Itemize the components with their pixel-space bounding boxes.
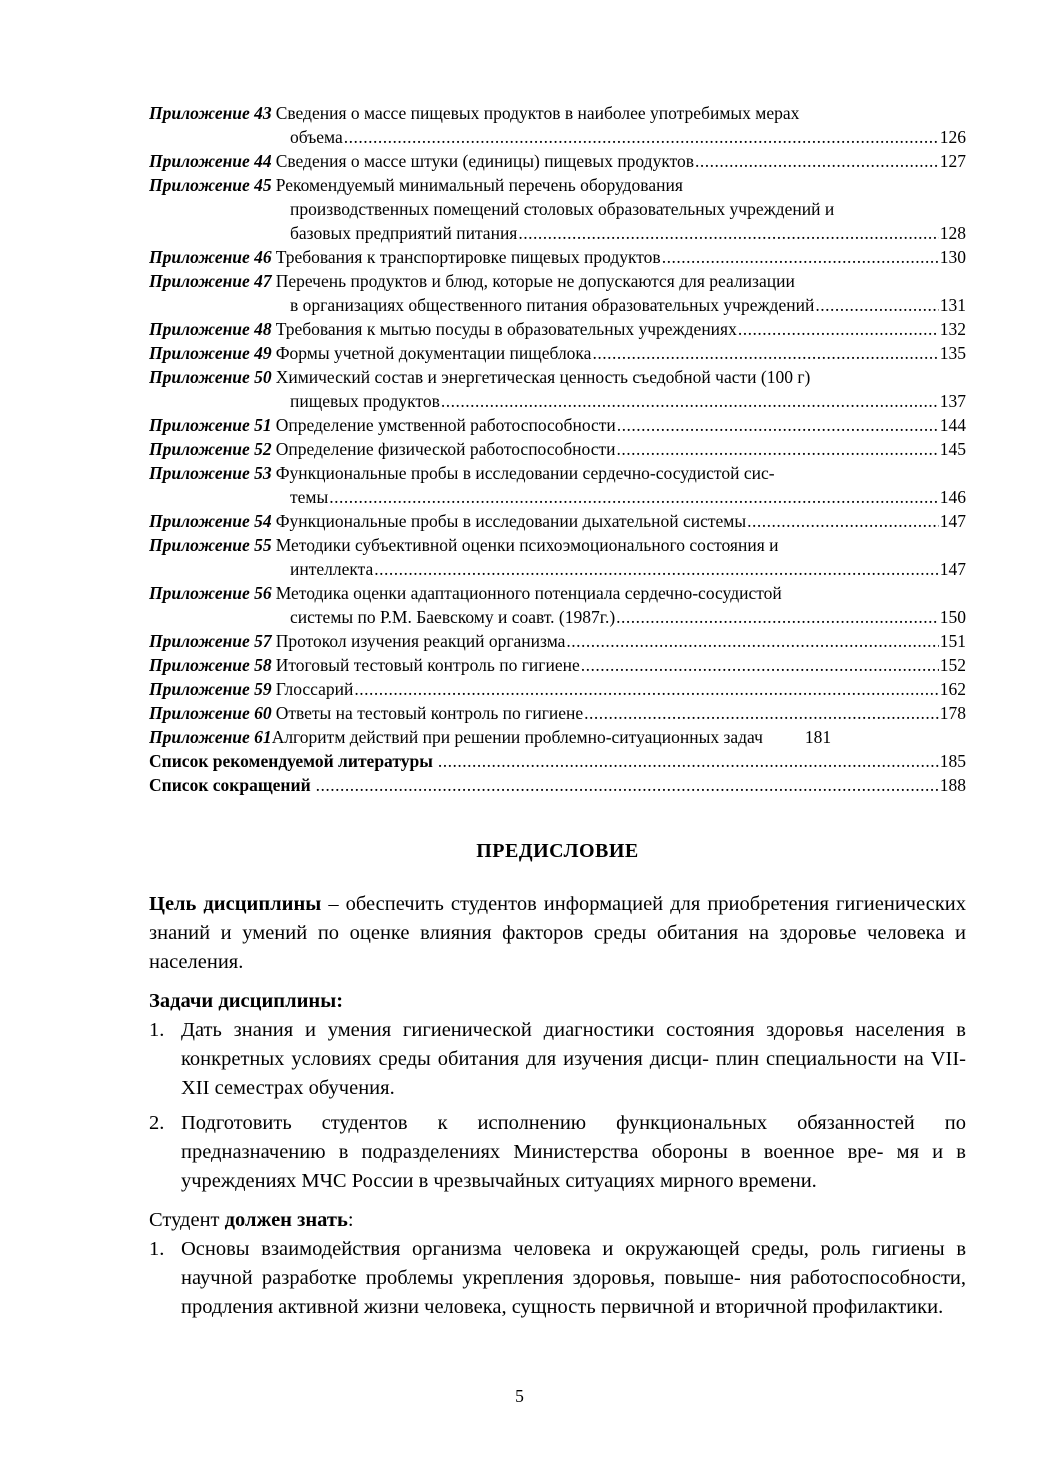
toc-entry: [149, 677, 966, 701]
knowledge-list: [149, 1235, 966, 1322]
toc-title: Рекомендуемый минимальный перечень оборудования: [275, 175, 683, 195]
toc-leader: [747, 509, 939, 533]
goal-paragraph: [149, 890, 966, 977]
toc-leader: [566, 629, 938, 653]
toc-leader: [738, 317, 939, 341]
toc-leader: [518, 221, 938, 245]
toc-entry: [149, 245, 966, 269]
toc-leader: [584, 701, 939, 725]
toc-ref: Приложение 57: [149, 631, 272, 651]
toc-title: Перечень продуктов и блюд, которые не допускаются для реализации: [275, 271, 795, 291]
toc-ref: Приложение 51: [149, 415, 272, 435]
toc-title: Требования к мытью посуды в образовательных учреждениях: [275, 319, 737, 339]
toc-ref: Список сокращений: [149, 775, 311, 795]
toc-title: Требования к транспортировке пищевых продуктов: [275, 247, 661, 267]
toc-ref: Приложение 45: [149, 175, 272, 195]
toc-leader: [441, 389, 939, 413]
list-item: 2. Подготовить студентов к исполнению функциональных обязанностей по предназначению в подразделениях Министерства обороны в военное вре- мя и в учреждениях МЧС России в чрезвычайных ситуациях мирного времени.: [149, 1112, 966, 1192]
toc-entry: [149, 701, 966, 725]
toc-leader: [374, 557, 938, 581]
toc-leader: [354, 677, 938, 701]
preface-title: ПРЕДИСЛОВИЕ: [476, 840, 639, 862]
toc-title: Алгоритм действий при решении проблемно-ситуационных задач: [271, 727, 763, 747]
toc-title: Методика оценки адаптационного потенциала сердечно-сосудистой: [275, 583, 782, 603]
toc-leader: [438, 749, 939, 773]
toc-entry: [149, 341, 966, 365]
toc-page: 130: [939, 247, 966, 267]
toc-leader: [581, 653, 939, 677]
toc-entry: [149, 653, 966, 677]
toc-entry: [149, 581, 966, 629]
toc-title: Сведения о массе штуки (единицы) пищевых продуктов: [275, 151, 695, 171]
preface-body: [149, 890, 966, 1328]
toc-ref: Приложение 46: [149, 247, 272, 267]
toc-title: Итоговый тестовый контроль по гигиене: [275, 655, 580, 675]
toc-title: производственных помещений столовых образовательных учреждений и: [290, 199, 835, 219]
toc-entry: [149, 269, 966, 317]
toc-entry: [149, 413, 966, 437]
toc-title: Формы учетной документации пищеблока: [275, 343, 592, 363]
toc-title: системы по Р.М. Баевскому и соавт. (1987г.): [290, 607, 616, 627]
toc-page: 145: [939, 439, 966, 459]
toc-entry: [149, 725, 966, 749]
toc-title: Функциональные пробы в исследовании сердечно-сосудистой сис-: [275, 463, 775, 483]
toc-page: 152: [939, 655, 966, 675]
toc-title: базовых предприятий питания: [290, 223, 518, 243]
toc-title: Ответы на тестовый контроль по гигиене: [275, 703, 584, 723]
toc-page: 132: [939, 319, 966, 339]
toc-page: 147: [939, 559, 966, 579]
toc-entry: [149, 773, 966, 797]
toc-entry: [149, 317, 966, 341]
toc-page: 147: [939, 511, 966, 531]
toc-entry: [149, 749, 966, 773]
must-know-heading: Студент должен знать:: [149, 1209, 354, 1231]
toc-page: 151: [939, 631, 966, 651]
toc-entry: [149, 629, 966, 653]
toc-title: интеллекта: [290, 559, 374, 579]
toc-entry: [149, 149, 966, 173]
toc-ref: Список рекомендуемой литературы: [149, 751, 433, 771]
toc-leader: [617, 437, 939, 461]
toc-page: 144: [939, 415, 966, 435]
toc-entry: [149, 509, 966, 533]
toc-page: 162: [939, 679, 966, 699]
toc-entry: [149, 101, 966, 149]
toc-leader: [316, 773, 939, 797]
tasks-list: [149, 1016, 966, 1196]
table-of-contents: [149, 101, 966, 797]
toc-title: объема: [290, 127, 343, 147]
toc-title: пищевых продуктов: [290, 391, 440, 411]
toc-ref: Приложение 48: [149, 319, 272, 339]
toc-page: 185: [939, 751, 966, 771]
toc-title: Химический состав и энергетическая ценность съедобной части (100 г): [275, 367, 811, 387]
toc-page: 135: [939, 343, 966, 363]
toc-ref: Приложение 56: [149, 583, 272, 603]
toc-entry: [149, 365, 966, 413]
toc-leader: [815, 293, 938, 317]
toc-leader: [617, 413, 939, 437]
list-item: 1. Дать знания и умения гигиенической диагностики состояния здоровья населения в конкретных условиях среды обитания для изучения дисци- плин специальности на VII-XII семестрах обучения.: [149, 1019, 966, 1099]
toc-page: 188: [939, 775, 966, 795]
toc-title: Функциональные пробы в исследовании дыхательной системы: [275, 511, 747, 531]
toc-page: 128: [939, 223, 966, 243]
toc-page: 127: [939, 151, 966, 171]
toc-title: Сведения о массе пищевых продуктов в наиболее употребимых мерах: [275, 103, 800, 123]
toc-entry: [149, 533, 966, 581]
toc-page: 137: [939, 391, 966, 411]
toc-leader: [695, 149, 939, 173]
toc-ref: Приложение 52: [149, 439, 272, 459]
toc-title: Глоссарий: [275, 679, 354, 699]
toc-title: Протокол изучения реакций организма: [275, 631, 566, 651]
toc-page: 178: [939, 703, 966, 723]
toc-title: в организациях общественного питания образовательных учреждений: [290, 295, 815, 315]
toc-page: 150: [939, 607, 966, 627]
toc-ref: Приложение 47: [149, 271, 272, 291]
toc-ref: Приложение 60: [149, 703, 272, 723]
toc-entry: [149, 173, 966, 245]
toc-page: 131: [939, 295, 966, 315]
toc-leader: [662, 245, 939, 269]
toc-ref: Приложение 61: [149, 727, 272, 747]
toc-title: Методики субъективной оценки психоэмоционального состояния и: [275, 535, 779, 555]
toc-ref: Приложение 59: [149, 679, 272, 699]
toc-ref: Приложение 53: [149, 463, 272, 483]
toc-ref: Приложение 50: [149, 367, 272, 387]
list-item: 1. Основы взаимодействия организма человека и окружающей среды, роль гигиены в научной разработке проблемы укрепления здоровья, повыше- ния работоспособности, продления активной жизни человека, сущность первичной и вторичной профилактики.: [149, 1238, 966, 1318]
toc-page: 181: [804, 727, 832, 747]
toc-entry: [149, 461, 966, 509]
toc-title: темы: [290, 487, 329, 507]
toc-page: 146: [939, 487, 966, 507]
toc-title: Определение умственной работоспособности: [275, 415, 616, 435]
toc-title: Определение физической работоспособности: [275, 439, 616, 459]
goal-label: Цель дисциплины: [149, 893, 322, 915]
tasks-heading: Задачи дисциплины:: [149, 990, 344, 1012]
goal-text: – обеспечить студентов информацией для приобретения гигиенических знаний и умений по оценке влияния факторов среды обитания на здоровье человека и населения.: [149, 893, 966, 973]
toc-page: 126: [939, 127, 966, 147]
toc-ref: Приложение 54: [149, 511, 272, 531]
toc-ref: Приложение 49: [149, 343, 272, 363]
toc-ref: Приложение 58: [149, 655, 272, 675]
page-number: 5: [515, 1386, 524, 1406]
toc-entry: [149, 437, 966, 461]
toc-ref: Приложение 43: [149, 103, 272, 123]
toc-leader: [329, 485, 939, 509]
toc-ref: Приложение 44: [149, 151, 272, 171]
toc-leader: [592, 341, 938, 365]
toc-leader: [344, 125, 939, 149]
toc-leader: [616, 605, 939, 629]
toc-ref: Приложение 55: [149, 535, 272, 555]
